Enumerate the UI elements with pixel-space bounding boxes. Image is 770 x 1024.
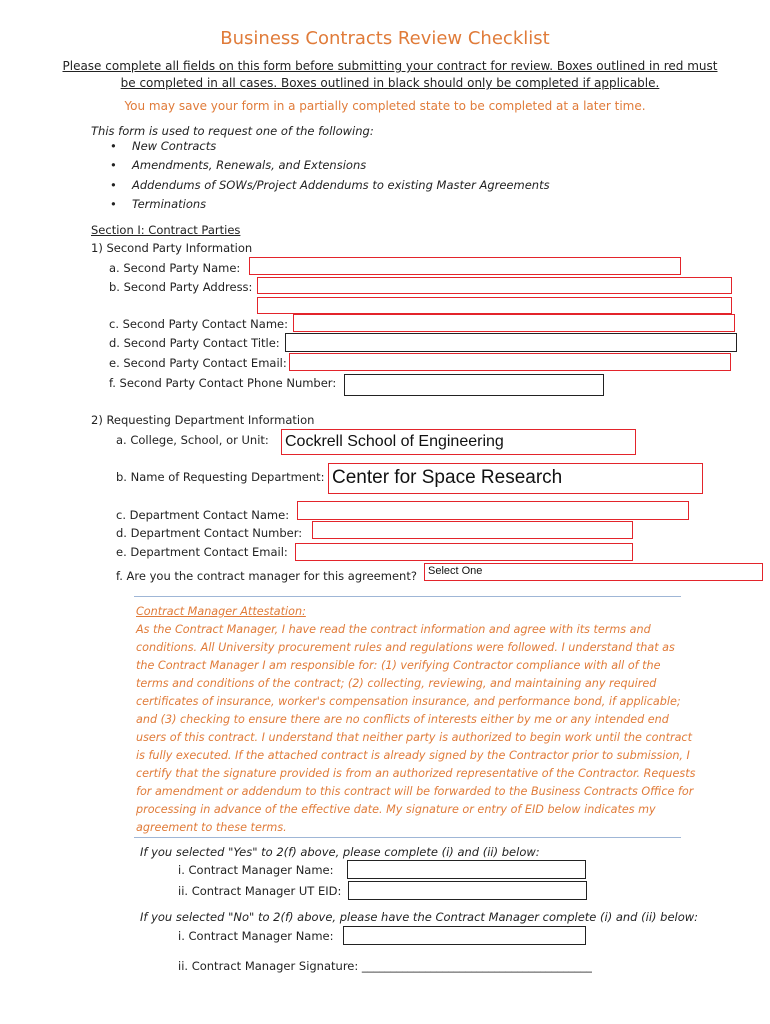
yes-block-heading: If you selected "Yes" to 2(f) above, please complete (i) and (ii) below: [140,845,540,859]
no-block-heading: If you selected "No" to 2(f) above, please have the Contract Manager complete (i) and (ii) below: [140,910,699,924]
intro-item: • Addendums of SOWs/Project Addendums to existing Master Agreements [132,178,550,192]
college-label: a. College, School, or Unit: [116,433,269,447]
no-manager-name-field[interactable] [343,926,586,945]
yes-manager-name-label: i. Contract Manager Name: [178,863,334,877]
yes-manager-name-field[interactable] [347,860,586,879]
save-note: You may save your form in a partially completed state to be completed at a later time. [124,99,646,113]
yes-manager-eid-field[interactable] [348,881,587,900]
second-party-contact-title-label: d. Second Party Contact Title: [109,336,280,350]
question-2-heading: 2) Requesting Department Information [91,413,315,427]
second-party-name-label: a. Second Party Name: [109,261,241,275]
no-manager-name-label: i. Contract Manager Name: [178,929,334,943]
contract-manager-select[interactable]: Select One [424,563,763,581]
college-field[interactable]: Cockrell School of Engineering [281,429,636,455]
yes-manager-eid-label: ii. Contract Manager UT EID: [178,884,342,898]
intro-item: • Amendments, Renewals, and Extensions [132,158,366,172]
intro-item: • New Contracts [132,139,216,153]
department-contact-number-field[interactable] [312,521,633,539]
attestation-bottom-rule [134,837,681,838]
second-party-address-field-1[interactable] [257,277,732,294]
page-title: Business Contracts Review Checklist [220,28,550,49]
department-contact-name-field[interactable] [297,501,689,520]
second-party-address-field-2[interactable] [257,297,732,314]
instructions-line-1: Please complete all fields on this form before submitting your contract for review. Boxes outlined in red must [62,59,718,73]
second-party-address-label: b. Second Party Address: [109,280,253,294]
section-1-heading: Section I: Contract Parties [91,223,241,237]
department-contact-name-label: c. Department Contact Name: [116,508,290,522]
requesting-department-field[interactable]: Center for Space Research [328,463,703,494]
requesting-department-label: b. Name of Requesting Department: [116,470,325,484]
attestation-heading: Contract Manager Attestation: [136,605,306,618]
second-party-name-field[interactable] [249,257,681,275]
second-party-contact-phone-field[interactable] [344,374,604,396]
attestation-top-rule [134,596,681,597]
attestation-body: As the Contract Manager, I have read the contract information and agree with its terms and conditions. All University procurement rules and regulations were followed. I understand that as the Contract Manager I am responsible for: (1) verifying Contractor compliance with all of the terms and conditions of the contract; (2) collecting, reviewing, and maintaining any required certificates of insurance, worker's compensation insurance, and performance bond, if applicable; and (3) checking to ensure there are no conflicts of interests either by me or any intended end users of this contract. I understand that neither party is authorized to begin work until the contract is fully executed. If the attached contract is already signed by the Contractor prior to submission, I certify that the signature provided is from an authorized representative of the Contractor. Requests for amendment or addendum to this contract will be forwarded to the Business Contracts Office for processing in advance of the effective date. My signature or entry of EID below indicates my agreement to these terms. [136,623,696,834]
second-party-contact-email-label: e. Second Party Contact Email: [109,356,287,370]
department-contact-email-field[interactable] [295,543,633,561]
intro-item: • Terminations [132,197,206,211]
no-manager-signature-line: ii. Contract Manager Signature: ________________________________________ [178,959,592,973]
instructions-line-2: be completed in all cases. Boxes outlined in black should only be completed if applicable. [120,76,660,90]
department-contact-email-label: e. Department Contact Email: [116,545,288,559]
contract-manager-question: f. Are you the contract manager for this agreement? [116,569,417,583]
intro-text: This form is used to request one of the following: [91,124,374,138]
question-1-heading: 1) Second Party Information [91,241,253,255]
second-party-contact-phone-label: f. Second Party Contact Phone Number: [109,376,337,390]
second-party-contact-name-label: c. Second Party Contact Name: [109,317,288,331]
second-party-contact-title-field[interactable] [285,333,737,352]
second-party-contact-name-field[interactable] [293,314,735,332]
department-contact-number-label: d. Department Contact Number: [116,526,303,540]
second-party-contact-email-field[interactable] [289,353,731,371]
